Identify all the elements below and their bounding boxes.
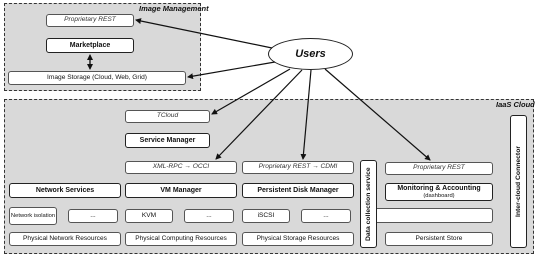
physical-computing-box: Physical Computing Resources	[125, 232, 237, 246]
network-services-box: Network Services	[9, 183, 121, 198]
inter-cloud-connector-box: Inter-cloud Connector	[510, 115, 527, 248]
users-to-image-storage-arrow	[188, 62, 275, 77]
physical-network-box: Physical Network Resources	[9, 232, 121, 246]
network-isolation-label: Network isolation	[10, 212, 56, 219]
kvm-box: KVM	[125, 209, 173, 223]
iaas-cloud-region	[4, 99, 534, 254]
monitoring-accounting-label: Monitoring & Accounting	[397, 185, 481, 193]
monitoring-empty-box	[377, 208, 493, 223]
network-ellipsis-box: ...	[68, 209, 118, 223]
marketplace-box: Marketplace	[46, 38, 134, 53]
persistent-store-box: Persistent Store	[385, 232, 493, 246]
monitoring-accounting-box	[385, 183, 493, 201]
users-ellipse	[268, 38, 353, 70]
dashboard-label: (dashboard)	[423, 192, 455, 199]
compute-ellipsis-box: ...	[184, 209, 234, 223]
iscsi-box: iSCSI	[242, 209, 290, 223]
users-label: Users	[295, 48, 326, 60]
image-management-title: Image Management	[139, 4, 209, 13]
image-storage-box: Image Storage (Cloud, Web, Grid)	[8, 71, 186, 85]
image-proprietary-rest-box: Proprietary REST	[46, 14, 134, 27]
network-isolation-box	[9, 207, 57, 225]
tcloud-box: TCloud	[125, 110, 210, 123]
iaas-cloud-title: IaaS Cloud	[496, 100, 535, 109]
proprietary-rest-cdmi-box: Proprietary REST → CDMI	[242, 161, 354, 174]
vm-manager-box: VM Manager	[125, 183, 237, 198]
storage-ellipsis-box: ...	[301, 209, 351, 223]
xmlrpc-occi-box: XML-RPC → OCCI	[125, 161, 237, 174]
service-manager-box: Service Manager	[125, 133, 210, 148]
persistent-disk-manager-box: Persistent Disk Manager	[242, 183, 354, 198]
data-collection-service-box: Data collection service	[360, 160, 377, 248]
monitoring-proprietary-rest-box: Proprietary REST	[385, 162, 493, 175]
physical-storage-box: Physical Storage Resources	[242, 232, 354, 246]
